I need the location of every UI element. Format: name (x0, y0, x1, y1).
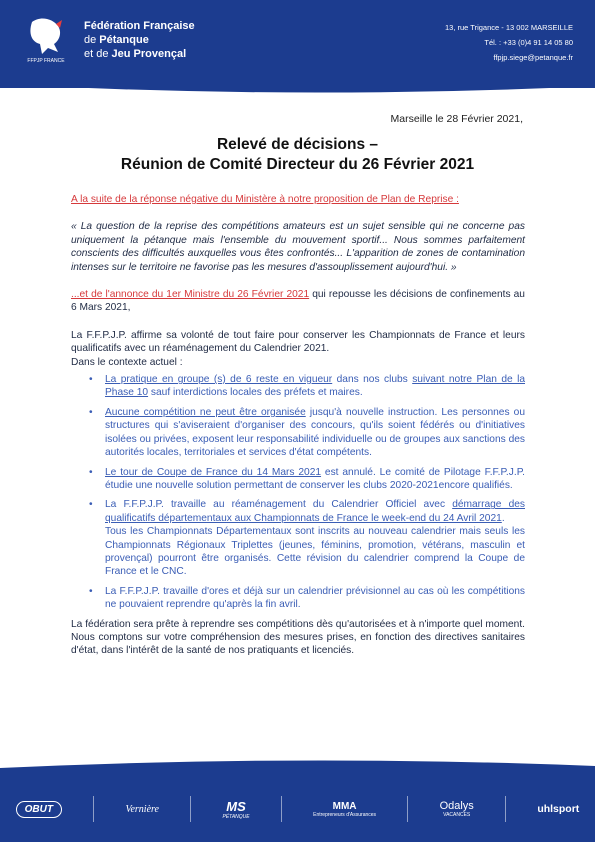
address: 13, rue Trigance - 13 002 MARSEILLE (445, 23, 573, 32)
document-body (71, 193, 525, 668)
sponsor-name: OBUT (24, 803, 53, 815)
letter-date: Marseille le 28 Février 2021, (390, 113, 523, 125)
federation-name-line2-prefix: de (84, 34, 100, 46)
federation-name-line2 (84, 33, 195, 47)
point-text: . (501, 512, 505, 524)
sponsor-subtitle: PÉTANQUE (222, 813, 250, 820)
point-link[interactable]: Le tour de Coupe de France du 14 Mars 2021 (105, 466, 322, 478)
svg-text:FFPJP FRANCE: FFPJP FRANCE (27, 58, 65, 64)
sponsor-name: uhlsport (537, 803, 580, 815)
intro-link[interactable]: A la suite de la réponse négative du Ministère à notre proposition de Plan de Reprise : (71, 194, 459, 205)
closing-paragraph: La fédération sera prête à reprendre ses compétitions dès qu'autorisées et à n'importe quel moment. Nous comptons sur votre compréhension des mesures prises, en fonction des directives sanitaires d'état, dans l'intérêt de la santé de nos pratiquants et licenciés. (71, 618, 525, 657)
sponsor-ms-logo (222, 799, 249, 820)
list-item (89, 466, 526, 493)
announcement-text: qui repousse les décisions de confinements au 6 Mars 2021, (71, 289, 525, 314)
ministry-quote: « La question de la reprise des compétitions amateurs est un sujet sensible qui ne concerne pas uniquement la pétanque mais l'ensemble du mouvement sportif... Nous sommes parfaitement conscients des difficultés auxquelles vous êtes confrontés... L'apparition de zones de contamination intenses sur le territoire ne favorise pas les mesures d'assouplissement aujourd'hui. » (71, 221, 525, 273)
intro-paragraph (71, 193, 525, 206)
point-link[interactable]: La pratique en groupe (s) de 6 reste en vigueur (105, 374, 333, 386)
contact-block (445, 20, 573, 65)
sponsor-name: Vernière (125, 803, 159, 815)
list-item (89, 498, 525, 578)
federation-name-line3-bold: Jeu Provençal (111, 48, 187, 60)
point-text: La F.F.P.J.P. travaille d'ores et déjà sur un calendrier prévisionnel au cas où les compétitions ne pouvaient reprendre qu'après la fin avril. (105, 585, 525, 611)
email[interactable]: ffpjp.siege@petanque.fr (493, 53, 573, 62)
federation-name-line3-prefix: et de (84, 48, 112, 60)
federation-name-line1: Fédération Française (84, 20, 195, 32)
list-item (89, 585, 525, 612)
point-link[interactable]: suivant notre Plan de la Phase 10 (105, 374, 525, 399)
bullet-icon: • (89, 585, 93, 597)
sponsor-uhlsport-logo (537, 803, 579, 815)
footer-wave (0, 754, 595, 776)
point-text: sauf interdictions locales des préfets et maires. (148, 387, 363, 399)
affirmation-paragraph: La F.F.P.J.P. affirme sa volonté de tout faire pour conserver les Championnats de France et leurs qualificatifs avec un réaménagement du Calendrier 2021. (71, 329, 525, 355)
point-text: La F.F.P.J.P. travaille au réaménagement du Calendrier Officiel avec (105, 499, 453, 511)
point-text: est annulé. Le comité de Pilotage F.F.P.J.P. étudie une nouvelle solution permettant de conserver les clubs 2020-2021encore qualifiés. (105, 466, 526, 491)
title-line1: Relevé de décisions – (216, 136, 379, 153)
sponsor-subtitle: Entrepreneurs d'Assurances (313, 811, 377, 818)
sponsor-footer (0, 768, 595, 842)
federation-name-line3 (84, 47, 195, 61)
sponsor-name: Odalys (439, 800, 474, 812)
sponsor-divider (407, 796, 408, 822)
point-link[interactable]: démarrage des qualificatifs départementaux aux Championnats de France le week-end du 24 Avril 2021 (105, 499, 525, 524)
context-heading: Dans le contexte actuel : (71, 356, 183, 368)
phone: Tél. : +33 (0)4 91 14 05 80 (484, 38, 573, 47)
rooster-logo (22, 14, 70, 66)
bullet-icon: • (89, 374, 93, 386)
bullet-icon: • (89, 499, 93, 511)
point-text: jusqu'à nouvelle instruction. Les personnes ou structures qui s'aviseraient d'organiser des concours, qu'ils soient fédérés ou d'initiatives isolées ou privées, exposent leur responsabilité individuelle ou de groupes aux sanctions des autorités locales, territoriales et services d'état compétents. (105, 406, 525, 459)
announcement-link[interactable]: ...et de l'annonce du 1er Ministre du 26 Février 2021 (71, 289, 310, 301)
sponsor-divider (505, 796, 506, 822)
sponsor-subtitle: VACANCES (443, 812, 471, 818)
sponsor-mma-logo (313, 801, 376, 818)
sponsor-odalys-logo (440, 800, 474, 818)
federation-name (84, 19, 195, 61)
sponsor-divider (281, 796, 282, 822)
list-item (89, 373, 525, 400)
sponsor-divider (93, 796, 94, 822)
sponsor-verniere-logo (125, 804, 159, 815)
federation-name-line2-bold: Pétanque (99, 34, 149, 46)
sponsor-obut-logo (16, 801, 62, 818)
title-line2: Réunion de Comité Directeur du 26 Février 2021 (120, 156, 475, 173)
point-extra-text: Tous les Championnats Départementaux sont inscrits au nouveau calendrier mais seuls les Championnats Régionaux Triplettes (jeunes, féminins, promotion, vétérans, masculin et provençal) pourront être organisés. Cette révision du calendrier comprend la Coupe de France et le CNC. (105, 526, 525, 578)
sponsor-name: MMA (332, 800, 357, 812)
letterhead (0, 0, 595, 88)
decision-list (71, 373, 525, 612)
list-item (89, 406, 525, 460)
point-link[interactable]: Aucune compétition ne peut être organisée (105, 406, 306, 418)
bullet-icon: • (89, 466, 93, 478)
sponsor-divider (190, 796, 191, 822)
header-curve (0, 76, 595, 96)
sponsor-name: MS (226, 798, 246, 814)
sponsor-logos (0, 794, 595, 824)
point-text: dans nos clubs (332, 374, 413, 386)
announcement-paragraph (71, 288, 525, 315)
document-title (0, 135, 595, 175)
bullet-icon: • (89, 406, 93, 418)
